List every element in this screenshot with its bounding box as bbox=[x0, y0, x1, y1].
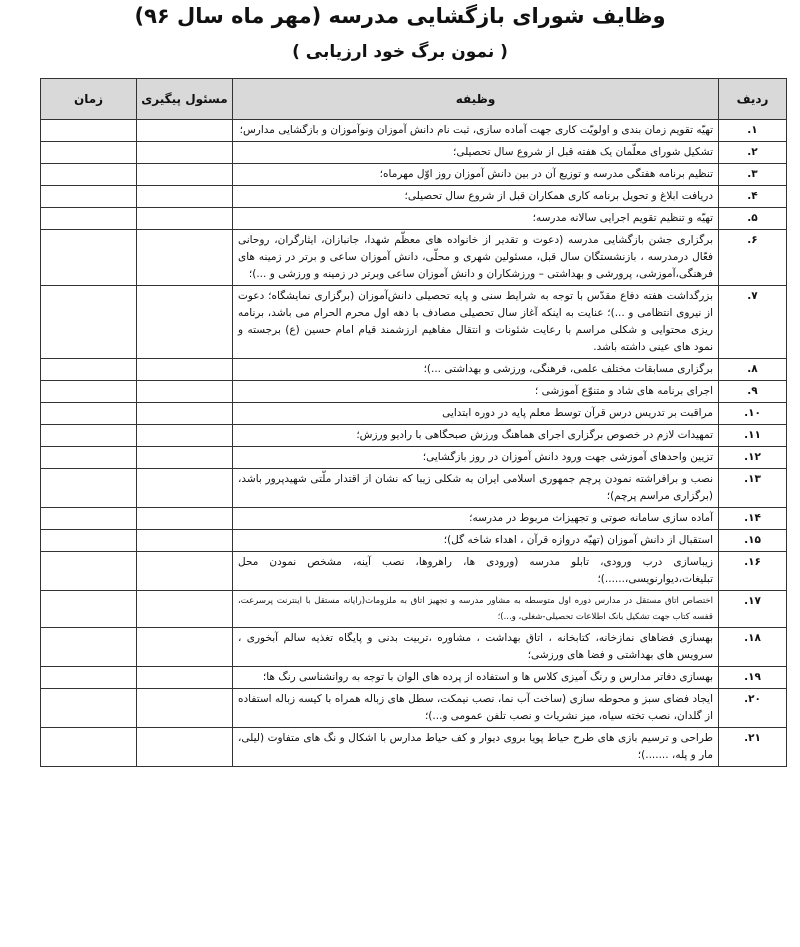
row-task-text: تهیّه تقویم زمان بندی و اولویّت کاری جهت آماده سازی، ثبت نام دانش آموزان ونوآموزان و بازگشایی مدارس؛ bbox=[233, 120, 719, 142]
table-row bbox=[41, 591, 787, 628]
row-number: ۱۸. bbox=[719, 628, 787, 667]
table-row bbox=[41, 425, 787, 447]
row-number: ۱۹. bbox=[719, 667, 787, 689]
table-row bbox=[41, 728, 787, 767]
row-number: ۴. bbox=[719, 186, 787, 208]
row-followup-cell bbox=[137, 208, 233, 230]
table-row bbox=[41, 552, 787, 591]
row-followup-cell bbox=[137, 628, 233, 667]
row-task-text: تهیّه و تنظیم تقویم اجرایی سالانه مدرسه؛ bbox=[233, 208, 719, 230]
row-time-cell bbox=[41, 286, 137, 359]
table-row bbox=[41, 689, 787, 728]
row-number: ۳. bbox=[719, 164, 787, 186]
row-number: ۱۷. bbox=[719, 591, 787, 628]
row-task-text: بهسازی دفاتر مدارس و رنگ آمیزی کلاس ها و استفاده از پرده های الوان با توجه به روانشناسی رنگ ها؛ bbox=[233, 667, 719, 689]
row-number: ۱۵. bbox=[719, 530, 787, 552]
table-row bbox=[41, 142, 787, 164]
header-followup: مسئول پیگیری bbox=[137, 79, 233, 120]
row-task-text: طراحی و ترسیم بازی های طرح حیاط پویا بروی دیوار و کف حیاط مدارس با اشکال و نگ های متفاوت (لیلی، مار و پله، .......)؛ bbox=[233, 728, 719, 767]
row-task-text: ایجاد فضای سبز و محوطه سازی (ساخت آب نما، نصب نیمکت، سطل های زباله همراه با کیسه زباله استفاده از گلدان، نصب تخته سیاه، میز نشریات و نصب تلفن عمومی و...)؛ bbox=[233, 689, 719, 728]
row-task-text: تشکیل شورای معلّمان یک هفته قبل از شروع سال تحصیلی؛ bbox=[233, 142, 719, 164]
row-task-text: اختصاص اتاق مستقل در مدارس دوره اول متوسطه به مشاور مدرسه و تجهیز اتاق به ملزومات(رایانه مستقل با اینترنت پرسرعت، قفسه کتاب جهت تشکیل بانک اطلاعات تحصیلی-شغلی، و...)؛ bbox=[233, 591, 719, 628]
row-number: ۱۴. bbox=[719, 508, 787, 530]
table-row bbox=[41, 120, 787, 142]
row-time-cell bbox=[41, 120, 137, 142]
row-followup-cell bbox=[137, 425, 233, 447]
header-time: زمان bbox=[41, 79, 137, 120]
table-row bbox=[41, 469, 787, 508]
row-number: ۹. bbox=[719, 381, 787, 403]
table-row bbox=[41, 628, 787, 667]
row-task-text: تزیین واحدهای آموزشی جهت ورود دانش آموزان در روز بازگشایی؛ bbox=[233, 447, 719, 469]
row-followup-cell bbox=[137, 447, 233, 469]
row-time-cell bbox=[41, 508, 137, 530]
row-followup-cell bbox=[137, 689, 233, 728]
table-row bbox=[41, 530, 787, 552]
row-time-cell bbox=[41, 403, 137, 425]
row-number: ۱. bbox=[719, 120, 787, 142]
table-header-row bbox=[41, 79, 787, 120]
row-time-cell bbox=[41, 667, 137, 689]
page-subtitle: ( نمون برگ خود ارزیابی ) bbox=[292, 42, 508, 62]
row-followup-cell bbox=[137, 552, 233, 591]
row-task-text: برگزاری جشن بازگشایی مدرسه (دعوت و تقدیر از خانواده های معظّم شهدا، جانبازان، ایثارگران، روحانی فعّال درمدرسه ، بازنشستگان سال قبل، مسئولین شهری و محلّی، دانش آموزان ساعی و برتر در زمینه های فرهنگی،آموزشی، پرورشی و بهداشتی – ورزشکاران و دانش آموزان ساعی وبرتر در زمینه و ورزشی و ...)؛ bbox=[233, 230, 719, 286]
row-followup-cell bbox=[137, 381, 233, 403]
row-time-cell bbox=[41, 425, 137, 447]
table-row bbox=[41, 447, 787, 469]
duties-table bbox=[40, 78, 787, 767]
row-task-text: اجرای برنامه های شاد و متنوّع آموزشی ؛ bbox=[233, 381, 719, 403]
row-time-cell bbox=[41, 628, 137, 667]
table-row bbox=[41, 164, 787, 186]
row-time-cell bbox=[41, 208, 137, 230]
row-followup-cell bbox=[137, 508, 233, 530]
row-time-cell bbox=[41, 381, 137, 403]
row-time-cell bbox=[41, 359, 137, 381]
table-row bbox=[41, 230, 787, 286]
row-task-text: زیباسازی درب ورودی، تابلو مدرسه (ورودی ها، راهروها، نصب آینه، مشخص نمودن محل تبلیغات،دیوارنویسی،......)؛ bbox=[233, 552, 719, 591]
row-time-cell bbox=[41, 591, 137, 628]
table-row bbox=[41, 186, 787, 208]
row-followup-cell bbox=[137, 728, 233, 767]
row-number: ۱۱. bbox=[719, 425, 787, 447]
row-followup-cell bbox=[137, 120, 233, 142]
row-time-cell bbox=[41, 164, 137, 186]
row-time-cell bbox=[41, 728, 137, 767]
row-followup-cell bbox=[137, 530, 233, 552]
row-followup-cell bbox=[137, 469, 233, 508]
row-number: ۵. bbox=[719, 208, 787, 230]
row-time-cell bbox=[41, 530, 137, 552]
row-followup-cell bbox=[137, 403, 233, 425]
table-row bbox=[41, 667, 787, 689]
row-number: ۱۰. bbox=[719, 403, 787, 425]
row-time-cell bbox=[41, 230, 137, 286]
row-task-text: تمهیدات لازم در خصوص برگزاری اجرای هماهنگ ورزش صبحگاهی با رادیو ورزش؛ bbox=[233, 425, 719, 447]
table-row bbox=[41, 403, 787, 425]
row-followup-cell bbox=[137, 591, 233, 628]
row-number: ۱۳. bbox=[719, 469, 787, 508]
row-task-text: استقبال از دانش آموزان (تهیّه دروازه قرآن ، اهداء شاخه گل)؛ bbox=[233, 530, 719, 552]
row-followup-cell bbox=[137, 230, 233, 286]
row-followup-cell bbox=[137, 164, 233, 186]
row-time-cell bbox=[41, 186, 137, 208]
header-task: وظیفه bbox=[233, 79, 719, 120]
row-task-text: تنظیم برنامه هفتگی مدرسه و توزیع آن در بین دانش آموزان روز اوّل مهرماه؛ bbox=[233, 164, 719, 186]
row-number: ۷. bbox=[719, 286, 787, 359]
row-number: ۶. bbox=[719, 230, 787, 286]
row-followup-cell bbox=[137, 142, 233, 164]
table-row bbox=[41, 508, 787, 530]
row-time-cell bbox=[41, 689, 137, 728]
row-followup-cell bbox=[137, 667, 233, 689]
page-title: وظایف شورای بازگشایی مدرسه (مهر ماه سال ۹۶) bbox=[134, 4, 666, 28]
row-time-cell bbox=[41, 447, 137, 469]
row-number: ۲. bbox=[719, 142, 787, 164]
table-row bbox=[41, 359, 787, 381]
row-followup-cell bbox=[137, 359, 233, 381]
table-row bbox=[41, 208, 787, 230]
row-number: ۸. bbox=[719, 359, 787, 381]
row-task-text: نصب و برافراشته نمودن پرچم جمهوری اسلامی ایران به شکلی زیبا که نشان از اقتدار ملّتی شهیدپرور باشد، (برگزاری مراسم پرچم)؛ bbox=[233, 469, 719, 508]
header-row-number: ردیف bbox=[719, 79, 787, 120]
row-time-cell bbox=[41, 142, 137, 164]
table-row bbox=[41, 381, 787, 403]
table-row bbox=[41, 286, 787, 359]
row-number: ۲۰. bbox=[719, 689, 787, 728]
row-number: ۱۲. bbox=[719, 447, 787, 469]
row-number: ۲۱. bbox=[719, 728, 787, 767]
row-task-text: برگزاری مسابقات مختلف علمی، فرهنگی، ورزشی و بهداشتی ...)؛ bbox=[233, 359, 719, 381]
row-task-text: بهسازی فضاهای نمازخانه، کتابخانه ، اتاق بهداشت ، مشاوره ،تربیت بدنی و پایگاه تغذیه سالم آبخوری ، سرویس های بهداشتی و فضا های ورزشی؛ bbox=[233, 628, 719, 667]
row-task-text: دریافت ابلاغ و تحویل برنامه کاری همکاران قبل از شروع سال تحصیلی؛ bbox=[233, 186, 719, 208]
row-time-cell bbox=[41, 469, 137, 508]
row-task-text: آماده سازی سامانه صوتی و تجهیزات مربوط در مدرسه؛ bbox=[233, 508, 719, 530]
row-followup-cell bbox=[137, 286, 233, 359]
row-task-text: بزرگداشت هفته دفاع مقدّس با توجه به شرایط سنی و پایه تحصیلی دانش‌آموزان (برگزاری نمایشگاه؛ دعوت از نیروی انتظامی و ...)؛ عنایت به اینکه آغاز سال تحصیلی مصادف با دهه اول محرم الحرام می باشد، برنامه ریزی محتوایی و شکلی مراسم با رعایت شئونات و انتقال مفاهیم ارزشمند قیام امام حسین (ع) برجسته و نمود های عینی داشته باشد. bbox=[233, 286, 719, 359]
row-task-text: مراقبت بر تدریس درس قرآن توسط معلم پایه در دوره ابتدایی bbox=[233, 403, 719, 425]
row-number: ۱۶. bbox=[719, 552, 787, 591]
row-followup-cell bbox=[137, 186, 233, 208]
row-time-cell bbox=[41, 552, 137, 591]
